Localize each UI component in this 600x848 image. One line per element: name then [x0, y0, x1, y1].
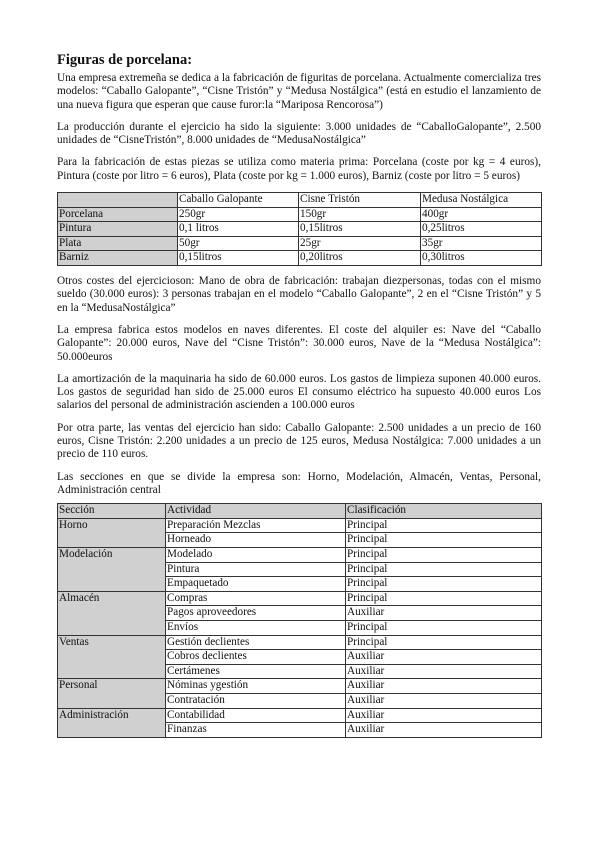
- material-name-cell: Barniz: [58, 251, 178, 266]
- sections-row: [58, 708, 542, 723]
- materials-header-cell: Medusa Nostálgica: [421, 193, 542, 208]
- classification-cell: Auxiliar: [346, 679, 542, 694]
- classification-cell: Principal: [346, 577, 542, 592]
- activity-cell: Certámenes: [166, 664, 346, 679]
- classification-cell: Principal: [346, 518, 542, 533]
- activity-cell: Nóminas ygestión: [166, 679, 346, 694]
- classification-cell: Principal: [346, 620, 542, 635]
- classification-cell: Principal: [346, 635, 542, 650]
- materials-header-cell: [58, 193, 178, 208]
- sections-header-cell: Actividad: [166, 504, 346, 519]
- paragraph-sales: Por otra parte, las ventas del ejercicio han sido: Caballo Galopante: 2.500 unidades a un precio de 160 euros, Cisne Tristón: 2.200 unidades a un precio de 125 euros, Medusa Nostálgica: 7.000 unidades a un precio de 110 euros.: [57, 421, 541, 461]
- materials-header-cell: Cisne Tristón: [299, 193, 421, 208]
- sections-row: [58, 547, 542, 562]
- paragraph-other-costs: Otros costes del ejercicioson: Mano de obra de fabricación: trabajan diezpersonas, todas con el mismo sueldo (30.000 euros): 3 personas trabajan en el modelo “Caballo Galopante”, 2 en el “Cisne Tristón” y 5 en la “MedusaNostálgica”: [57, 275, 541, 314]
- section-name-cell: Personal: [58, 679, 166, 708]
- classification-cell: Principal: [346, 591, 542, 606]
- paragraph-materials: Para la fabricación de estas piezas se utiliza como materia prima: Porcelana (coste por kg = 4 euros), Pintura (coste por litro = 6 euros), Plata (coste por kg = 1.000 euros), Barniz (coste por litro = 5 euros): [57, 156, 541, 182]
- section-name-cell: Horno: [58, 518, 166, 547]
- sections-row: [58, 635, 542, 650]
- activity-cell: Pintura: [166, 562, 346, 577]
- paragraph-production: La producción durante el ejercicio ha sido la siguiente: 3.000 unidades de “CaballoGalopante”, 2.500 unidades de “CisneTristón”, 8.000 unidades de “MedusaNostálgica”: [57, 120, 541, 147]
- classification-cell: Auxiliar: [346, 708, 542, 723]
- material-amount-cell: 25gr: [299, 236, 421, 251]
- materials-row: [58, 222, 542, 237]
- material-amount-cell: 400gr: [421, 207, 542, 222]
- section-name-cell: Administración: [58, 708, 166, 737]
- section-name-cell: Almacén: [58, 591, 166, 635]
- materials-table: [57, 192, 542, 266]
- sections-row: [58, 679, 542, 694]
- activity-cell: Compras: [166, 591, 346, 606]
- activity-cell: Envíos: [166, 620, 346, 635]
- sections-row: [58, 591, 542, 606]
- classification-cell: Principal: [346, 562, 542, 577]
- activity-cell: Contratación: [166, 693, 346, 708]
- activity-cell: Finanzas: [166, 723, 346, 738]
- materials-row: [58, 207, 542, 222]
- classification-cell: Auxiliar: [346, 664, 542, 679]
- material-name-cell: Plata: [58, 236, 178, 251]
- sections-header-cell: Clasificación: [346, 504, 542, 519]
- material-amount-cell: 0,1 litros: [178, 222, 299, 237]
- material-amount-cell: 0,15litros: [299, 222, 421, 237]
- material-amount-cell: 0,30litros: [421, 251, 542, 266]
- paragraph-amortization: La amortización de la maquinaria ha sido de 60.000 euros. Los gastos de limpieza suponen 40.000 euros. Los gastos de seguridad han sido de 25.000 euros El consumo eléctrico ha supuesto 40.000 euros Los salarios del personal de administración ascienden a 100.000 euros: [57, 372, 541, 412]
- sections-table: [57, 503, 542, 738]
- materials-row: [58, 251, 542, 266]
- activity-cell: Cobros declientes: [166, 650, 346, 665]
- materials-header-row: [58, 193, 542, 208]
- paragraph-sections: Las secciones en que se divide la empresa son: Horno, Modelación, Almacén, Ventas, Personal, Administración central: [57, 470, 541, 496]
- material-amount-cell: 50gr: [178, 236, 299, 251]
- material-amount-cell: 250gr: [178, 207, 299, 222]
- material-amount-cell: 35gr: [421, 236, 542, 251]
- activity-cell: Gestión declientes: [166, 635, 346, 650]
- paragraph-intro: Una empresa extremeña se dedica a la fabricación de figuritas de porcelana. Actualmente comercializa tres modelos: “Caballo Galopante”, “Cisne Tristón” y “Medusa Nostálgica” (está en estudio el lanzamiento de una nueva figura que esperan que cause furor:la “Mariposa Rencorosa”): [57, 72, 541, 111]
- sections-row: [58, 518, 542, 533]
- classification-cell: Auxiliar: [346, 606, 542, 621]
- section-name-cell: Modelación: [58, 547, 166, 591]
- material-name-cell: Porcelana: [58, 207, 178, 222]
- activity-cell: Contabilidad: [166, 708, 346, 723]
- document-page: [57, 52, 541, 738]
- section-name-cell: Ventas: [58, 635, 166, 679]
- classification-cell: Auxiliar: [346, 723, 542, 738]
- activity-cell: Preparación Mezclas: [166, 518, 346, 533]
- sections-header-cell: Sección: [58, 504, 166, 519]
- materials-row: [58, 236, 542, 251]
- activity-cell: Horneado: [166, 533, 346, 548]
- material-amount-cell: 0,20litros: [299, 251, 421, 266]
- paragraph-rent: La empresa fabrica estos modelos en naves diferentes. El coste del alquiler es: Nave del “Caballo Galopante”: 20.000 euros, Nave del “Cisne Tristón”: 30.000 euros, Nave de la “Medusa Nostálgica”: 50.000euros: [57, 323, 541, 363]
- material-amount-cell: 0,15litros: [178, 251, 299, 266]
- activity-cell: Pagos aproveedores: [166, 606, 346, 621]
- classification-cell: Principal: [346, 533, 542, 548]
- materials-header-cell: Caballo Galopante: [178, 193, 299, 208]
- classification-cell: Auxiliar: [346, 650, 542, 665]
- activity-cell: Modelado: [166, 547, 346, 562]
- material-amount-cell: 0,25litros: [421, 222, 542, 237]
- activity-cell: Empaquetado: [166, 577, 346, 592]
- classification-cell: Principal: [346, 547, 542, 562]
- classification-cell: Auxiliar: [346, 693, 542, 708]
- material-name-cell: Pintura: [58, 222, 178, 237]
- material-amount-cell: 150gr: [299, 207, 421, 222]
- document-title: Figuras de porcelana:: [57, 52, 193, 68]
- sections-header-row: [58, 504, 542, 519]
